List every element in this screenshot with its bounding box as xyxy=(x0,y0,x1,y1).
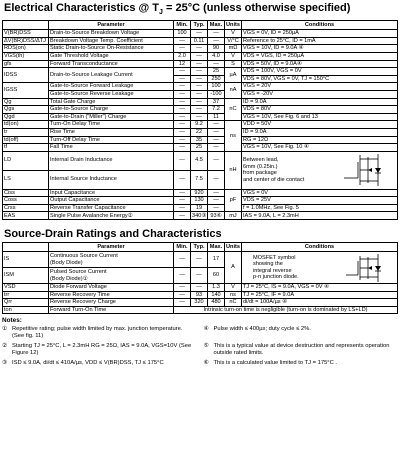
min-cell: 2.0 xyxy=(174,52,191,60)
typ-cell: — xyxy=(191,90,208,98)
condition-cell: VDD = 50V xyxy=(242,121,398,129)
symbol-cell: Coss xyxy=(3,197,49,205)
min-cell: — xyxy=(174,37,191,45)
min-cell: — xyxy=(174,212,191,220)
symbol-cell: Qg xyxy=(3,98,49,106)
symbol-cell: td(off) xyxy=(3,136,49,144)
parameter-cell: Turn-Off Delay Time xyxy=(49,136,174,144)
typ-cell: — xyxy=(191,113,208,121)
header-typ: Typ. xyxy=(191,21,208,30)
typ-cell: 93 xyxy=(191,291,208,299)
condition-line: MOSFET symbol xyxy=(253,254,296,261)
notes-title: Notes: xyxy=(2,317,22,325)
table-row xyxy=(3,144,398,152)
table-row xyxy=(3,212,398,220)
max-cell: 90 xyxy=(208,45,225,53)
electrical-characteristics-table xyxy=(2,20,398,220)
body-diode-condition-cell xyxy=(242,252,398,284)
parameter-cell: Turn-On Delay Time xyxy=(49,121,174,129)
max-cell: — xyxy=(208,136,225,144)
table-header-row xyxy=(3,21,398,30)
symbol-cell: ton xyxy=(3,306,49,314)
condition-cell: VDS = 100V, VGS = 0V xyxy=(242,68,398,76)
max-cell: 1.3 xyxy=(208,284,225,292)
max-cell: — xyxy=(208,60,225,68)
min-cell: — xyxy=(174,284,191,292)
note-number: ③ xyxy=(2,360,8,367)
min-cell: — xyxy=(174,204,191,212)
header-conditions: Conditions xyxy=(242,243,398,252)
max-cell: 250 xyxy=(208,75,225,83)
min-cell: — xyxy=(174,151,191,170)
typ-cell: 4.5 xyxy=(191,151,208,170)
table-row xyxy=(3,291,398,299)
header-max: Max. xyxy=(208,21,225,30)
unit-cell: S xyxy=(225,60,242,68)
note-number: ① xyxy=(2,326,8,333)
min-cell: — xyxy=(174,170,191,189)
note-item xyxy=(204,360,398,367)
table-row xyxy=(3,197,398,205)
note-text: Starting TJ = 25°C, L = 2.3mH RG = 25Ω, IAS = 9.0A, VGS=10V (See Figure 12) xyxy=(12,343,192,357)
unit-cell: nH xyxy=(225,151,242,189)
parameter-line: Pulsed Source Current xyxy=(50,269,107,276)
parameter-cell xyxy=(49,268,174,284)
parameter-cell: Single Pulse Avalanche Energy② xyxy=(49,212,174,220)
header-parameter: Parameter xyxy=(49,243,174,252)
max-cell: — xyxy=(208,170,225,189)
condition-line: Between lead, xyxy=(243,157,279,164)
parameter-line: (Body Diode)① xyxy=(50,275,88,282)
parameter-cell: Gate-to-Source Charge xyxy=(49,106,174,114)
table-row xyxy=(3,252,398,268)
typ-cell: — xyxy=(191,60,208,68)
max-cell: — xyxy=(208,128,225,136)
condition-cell: ID = 9.0A xyxy=(242,128,398,136)
body-diode-condition-text xyxy=(243,255,323,281)
condition-cell: RG = 12Ω xyxy=(242,136,398,144)
max-cell: 140 xyxy=(208,291,225,299)
symbol-cell: IDSS xyxy=(3,68,49,83)
max-cell: 7.2 xyxy=(208,106,225,114)
symbol-cell: td(on) xyxy=(3,121,49,129)
unit-cell: nA xyxy=(225,83,242,98)
max-cell: 60 xyxy=(208,268,225,284)
parameter-cell: Input Capacitance xyxy=(49,189,174,197)
symbol-cell: VSD xyxy=(3,284,49,292)
symbol-cell: LD xyxy=(3,151,49,170)
condition-cell: VGS = 10V, See Fig. 6 and 13 xyxy=(242,113,398,121)
typ-cell: — xyxy=(191,268,208,284)
parameter-cell: Gate-to-Source Reverse Leakage xyxy=(49,90,174,98)
max-cell: 11 xyxy=(208,113,225,121)
note-number: ② xyxy=(2,343,8,350)
parameter-cell: Reverse Recovery Time xyxy=(49,291,174,299)
condition-cell: VGS = 0V, ID = 250µA xyxy=(242,30,398,38)
unit-cell: V/°C xyxy=(225,37,242,45)
note-text: Pulse width ≤ 400µs; duty cycle ≤ 2%. xyxy=(213,326,311,333)
symbol-cell: RDS(on) xyxy=(3,45,49,53)
table-row xyxy=(3,106,398,114)
table-row xyxy=(3,128,398,136)
max-cell: 25 xyxy=(208,68,225,76)
unit-cell: mΩ xyxy=(225,45,242,53)
header-min: Min. xyxy=(174,21,191,30)
notes-section xyxy=(2,317,397,367)
note-text: ISD ≤ 9.0A, di/dt ≤ 410A/µs, VDD ≤ V(BR)DSS, TJ ≤ 175°C xyxy=(12,360,164,367)
typ-cell: 7.5 xyxy=(191,170,208,189)
symbol-cell: gfs xyxy=(3,60,49,68)
header-units: Units xyxy=(226,243,240,250)
typ-cell: 320 xyxy=(191,299,208,307)
symbol-cell: tr xyxy=(3,128,49,136)
typ-cell: — xyxy=(191,284,208,292)
parameter-cell: Internal Source Inductance xyxy=(49,170,174,189)
unit-cell: V xyxy=(225,284,242,292)
min-cell: — xyxy=(174,83,191,91)
unit-cell: mJ xyxy=(225,212,242,220)
header-typ: Typ. xyxy=(191,243,208,252)
parameter-cell: Output Capacitance xyxy=(49,197,174,205)
parameter-cell: Rise Time xyxy=(49,128,174,136)
typ-cell: 35 xyxy=(191,136,208,144)
parameter-line: (Body Diode) xyxy=(50,259,83,266)
typ-cell: — xyxy=(191,98,208,106)
min-cell: — xyxy=(174,144,191,152)
table-header-row xyxy=(3,243,398,252)
condition-cell: TJ = 25°C, IF = 9.0A xyxy=(242,291,398,299)
parameter-cell: Forward Turn-On Time xyxy=(49,306,174,314)
symbol-cell: tf xyxy=(3,144,49,152)
symbol-cell: IS xyxy=(3,252,49,268)
condition-cell: VGS = 0V xyxy=(242,189,398,197)
min-cell: — xyxy=(174,121,191,129)
symbol-cell: LS xyxy=(3,170,49,189)
condition-line: integral reverse xyxy=(253,267,292,274)
source-drain-table xyxy=(2,242,398,314)
note-item xyxy=(204,343,398,357)
header-max: Max. xyxy=(208,243,225,252)
min-cell: — xyxy=(174,98,191,106)
min-cell: 100 xyxy=(174,30,191,38)
min-cell: — xyxy=(174,189,191,197)
symbol-cell: Qrr xyxy=(3,299,49,307)
min-cell: 12 xyxy=(174,60,191,68)
condition-cell: f = 1.0MHz, See Fig. 5 xyxy=(242,204,398,212)
source-drain-title: Source-Drain Ratings and Characteristics xyxy=(4,228,222,241)
parameter-cell: Gate Threshold Voltage xyxy=(49,52,174,60)
typ-cell: 0.11 xyxy=(191,37,208,45)
note-number: ⑤ xyxy=(203,343,209,350)
condition-cell: Reference to 25°C, ID = 1mA xyxy=(242,37,398,45)
symbol-cell: IGSS xyxy=(3,83,49,98)
table-row xyxy=(3,83,398,91)
parameter-cell: Drain-to-Source Breakdown Voltage xyxy=(49,30,174,38)
table-row xyxy=(3,299,398,307)
parameter-cell xyxy=(49,252,174,268)
min-cell: — xyxy=(174,136,191,144)
max-cell: — xyxy=(208,144,225,152)
max-cell: 37 xyxy=(208,98,225,106)
mosfet-symbol-icon xyxy=(334,153,396,187)
table-row xyxy=(3,113,398,121)
table-row xyxy=(3,189,398,197)
condition-cell: di/dt = 100A/µs ④ xyxy=(242,299,398,307)
inductance-condition-text xyxy=(243,157,317,183)
table-row xyxy=(3,284,398,292)
min-cell: — xyxy=(174,299,191,307)
min-cell: — xyxy=(174,106,191,114)
table-row xyxy=(3,37,398,45)
note-item xyxy=(2,326,196,340)
table-row xyxy=(3,204,398,212)
table-row xyxy=(3,45,398,53)
symbol-cell: Qgd xyxy=(3,113,49,121)
table-row xyxy=(3,52,398,60)
table-row xyxy=(3,151,398,170)
min-cell: — xyxy=(174,268,191,284)
parameter-cell: Reverse Transfer Capacitance xyxy=(49,204,174,212)
header-conditions: Conditions xyxy=(242,21,398,30)
max-cell: -100 xyxy=(208,90,225,98)
table-row xyxy=(3,306,398,314)
parameter-cell: Total Gate Charge xyxy=(49,98,174,106)
typ-cell: 22 xyxy=(191,128,208,136)
table-row xyxy=(3,136,398,144)
condition-cell: VGS = 20V xyxy=(242,83,398,91)
parameter-cell: Diode Forward Voltage xyxy=(49,284,174,292)
min-cell: — xyxy=(174,197,191,205)
max-cell: — xyxy=(208,30,225,38)
unit-cell: ns xyxy=(225,121,242,151)
symbol-cell: Qgs xyxy=(3,106,49,114)
typ-cell: — xyxy=(191,75,208,83)
symbol-cell: ΔV(BR)DSS/ΔTJ xyxy=(3,37,49,45)
max-cell: — xyxy=(208,151,225,170)
typ-cell: — xyxy=(191,106,208,114)
parameter-cell: Drain-to-Source Leakage Current xyxy=(49,68,174,83)
min-cell: — xyxy=(174,90,191,98)
inductance-condition-cell xyxy=(242,151,398,189)
max-cell: 100 xyxy=(208,83,225,91)
max-cell: — xyxy=(208,204,225,212)
symbol-cell: VGS(th) xyxy=(3,52,49,60)
parameter-cell: Static Drain-to-Source On-Resistance xyxy=(49,45,174,53)
max-cell: 4.0 xyxy=(208,52,225,60)
parameter-cell: Reverse Recovery Charge xyxy=(49,299,174,307)
typ-cell: — xyxy=(191,30,208,38)
condition-cell: IAS = 9.0A, L = 2.3mH xyxy=(242,212,398,220)
condition-cell: VGS = 10V, ID = 9.0A ④ xyxy=(242,45,398,53)
symbol-cell: V(BR)DSS xyxy=(3,30,49,38)
note-item xyxy=(2,360,196,367)
max-cell: — xyxy=(208,121,225,129)
unit-cell: nC xyxy=(225,98,242,121)
typ-cell: — xyxy=(191,252,208,268)
condition-cell: Intrinsic turn-on time is negligible (turn-on is dominated by LS+LD) xyxy=(174,306,398,314)
header-symbol xyxy=(3,21,49,30)
condition-line: from package xyxy=(243,170,277,177)
symbol-cell: Ciss xyxy=(3,189,49,197)
table-row xyxy=(3,98,398,106)
mosfet-body-diode-icon xyxy=(338,253,396,283)
max-cell: 480 xyxy=(208,299,225,307)
min-cell: — xyxy=(174,45,191,53)
parameter-line: Continuous Source Current xyxy=(50,253,118,260)
note-item xyxy=(2,343,196,357)
typ-cell: 920 xyxy=(191,189,208,197)
typ-cell: — xyxy=(191,83,208,91)
note-text: This is a calculated value limited to TJ = 175°C . xyxy=(213,360,338,367)
max-cell: 93⑥ xyxy=(208,212,225,220)
unit-cell: V xyxy=(225,30,242,38)
note-item xyxy=(204,326,398,340)
parameter-cell: Fall Time xyxy=(49,144,174,152)
header-min: Min. xyxy=(174,243,191,252)
condition-cell: VDS = 25V xyxy=(242,197,398,205)
condition-cell: ID = 9.0A xyxy=(242,98,398,106)
min-cell: — xyxy=(174,252,191,268)
condition-line: showing the xyxy=(253,261,283,268)
symbol-cell: ISM xyxy=(3,268,49,284)
header-symbol xyxy=(3,243,49,252)
note-text: This is a typical value at device destruction and represents operation outside rated limits. xyxy=(213,343,390,357)
typ-cell: — xyxy=(191,52,208,60)
parameter-cell: Gate-to-Drain ("Miller") Charge xyxy=(49,113,174,121)
min-cell: — xyxy=(174,291,191,299)
parameter-cell: Gate-to-Source Forward Leakage xyxy=(49,83,174,91)
condition-cell: VDS = 50V, ID = 9.0A④ xyxy=(242,60,398,68)
table-row xyxy=(3,30,398,38)
electrical-characteristics-title: Electrical Characteristics @ $T_J = 25^\circ C$ (unless otherwise specified) xyxy=(4,2,351,17)
symbol-cell: trr xyxy=(3,291,49,299)
notes-grid xyxy=(2,326,397,367)
typ-cell: 25 xyxy=(191,144,208,152)
condition-cell: VGS = -20V xyxy=(242,90,398,98)
condition-line: p-n junction diode. xyxy=(253,273,299,280)
typ-cell: 340③ xyxy=(192,212,207,219)
unit-cell: pF xyxy=(225,189,242,212)
condition-line: 6mm (0.25in.) xyxy=(243,163,278,170)
parameter-cell: Internal Drain Inductance xyxy=(49,151,174,170)
parameter-cell: Breakdown Voltage Temp. Coefficient xyxy=(49,37,174,45)
symbol-cell: EAS xyxy=(3,212,49,220)
typ-cell: 19 xyxy=(191,204,208,212)
condition-cell: VGS = 10V, See Fig. 10 ④ xyxy=(242,144,398,152)
unit-cell: A xyxy=(225,252,242,284)
header-units: Units xyxy=(226,21,240,28)
condition-line: and center of die contact xyxy=(243,176,305,183)
min-cell: — xyxy=(174,113,191,121)
condition-cell: VDS = VGS, ID = 250µA xyxy=(242,52,398,60)
max-cell: — xyxy=(208,37,225,45)
condition-cell: VDS = 80V, VGS = 0V, TJ = 150°C xyxy=(242,75,398,83)
max-cell: — xyxy=(208,189,225,197)
unit-cell: V xyxy=(225,52,242,60)
min-cell: — xyxy=(174,128,191,136)
typ-cell: 130 xyxy=(191,197,208,205)
condition-cell: TJ = 25°C, IS = 9.0A, VGS = 0V ④ xyxy=(242,284,398,292)
min-cell: — xyxy=(174,68,191,76)
parameter-cell: Forward Transconductance xyxy=(49,60,174,68)
datasheet-page xyxy=(2,0,398,367)
max-cell: 17 xyxy=(208,252,225,268)
typ-cell: 9.2 xyxy=(191,121,208,129)
note-number: ④ xyxy=(203,326,209,333)
note-number: ⑥ xyxy=(203,360,209,367)
table-row xyxy=(3,90,398,98)
min-cell: — xyxy=(174,75,191,83)
typ-cell: — xyxy=(191,45,208,53)
unit-cell: µA xyxy=(225,68,242,83)
typ-cell: — xyxy=(191,68,208,76)
symbol-cell: Crss xyxy=(3,204,49,212)
unit-cell: ns xyxy=(225,291,242,299)
unit-cell: nC xyxy=(225,299,242,307)
condition-cell: VDS = 80V xyxy=(242,106,398,114)
table-row xyxy=(3,121,398,129)
table-row xyxy=(3,68,398,76)
note-text: Repetitive rating; pulse width limited by max. junction temperature. (See fig. 11) xyxy=(12,326,183,340)
max-cell: — xyxy=(208,197,225,205)
header-parameter: Parameter xyxy=(49,21,174,30)
table-row xyxy=(3,60,398,68)
